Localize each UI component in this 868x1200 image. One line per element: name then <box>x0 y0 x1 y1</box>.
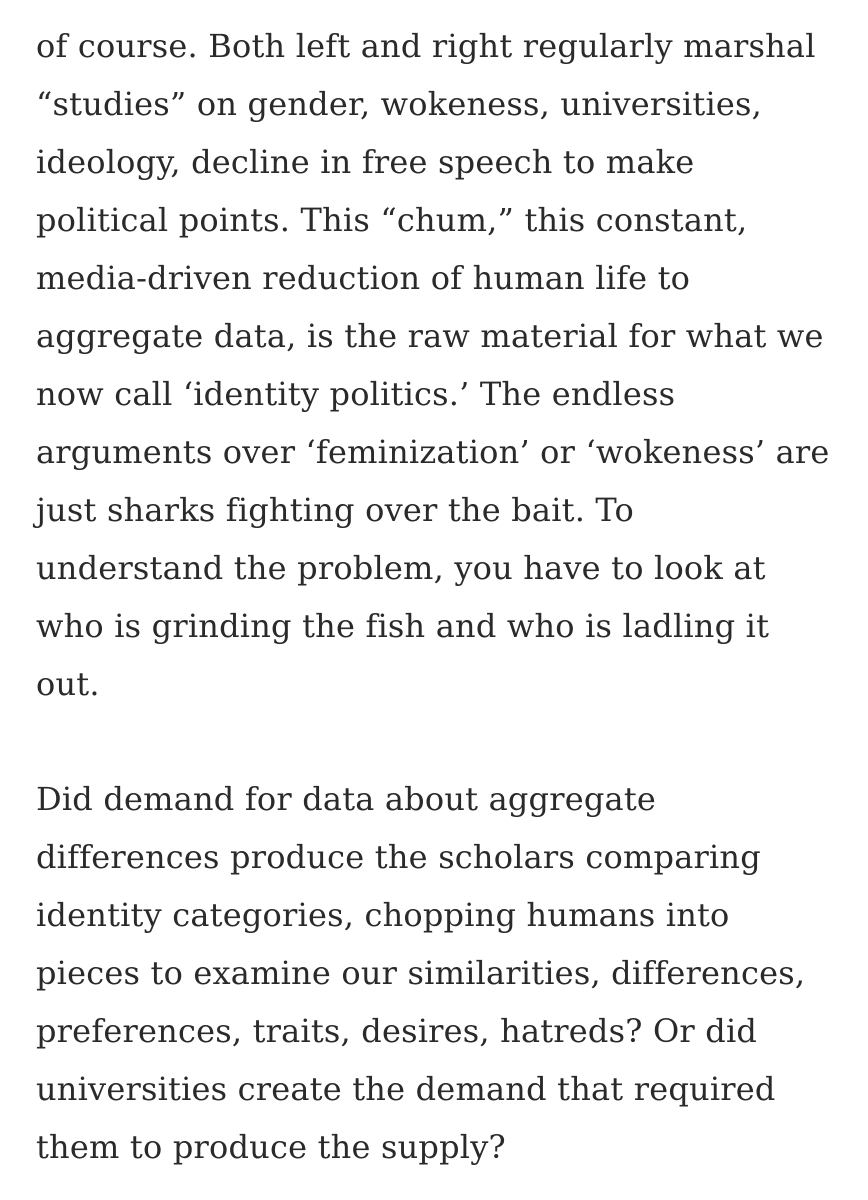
text-line: of course. Both left and right regularly marshal <box>36 27 816 65</box>
text-line: arguments over ‘feminization’ or ‘wokeness’ are <box>36 433 830 471</box>
text-line: preferences, traits, desires, hatreds? Or did <box>36 1012 758 1050</box>
text-line: out. <box>36 665 100 703</box>
text-line: understand the problem, you have to look at <box>36 549 766 587</box>
text-line: “studies” on gender, wokeness, universities, <box>36 85 763 123</box>
text-line: identity categories, chopping humans into <box>36 896 730 934</box>
text-line: now call ‘identity politics.’ The endless <box>36 375 676 413</box>
text-line: Did demand for data about aggregate <box>36 780 657 818</box>
text-line: who is grinding the fish and who is ladling it <box>36 607 770 645</box>
text-line: ideology, decline in free speech to make <box>36 143 695 181</box>
text-line: pieces to examine our similarities, differences, <box>36 954 806 992</box>
text-line: just sharks fighting over the bait. To <box>36 491 634 529</box>
text-line: them to produce the supply? <box>36 1128 506 1166</box>
text-line: media-driven reduction of human life to <box>36 259 691 297</box>
text-line: differences produce the scholars comparing <box>36 838 761 876</box>
text-line: universities create the demand that required <box>36 1070 776 1108</box>
text-line: political points. This “chum,” this constant, <box>36 201 748 239</box>
text-line: aggregate data, is the raw material for what we <box>36 317 824 355</box>
